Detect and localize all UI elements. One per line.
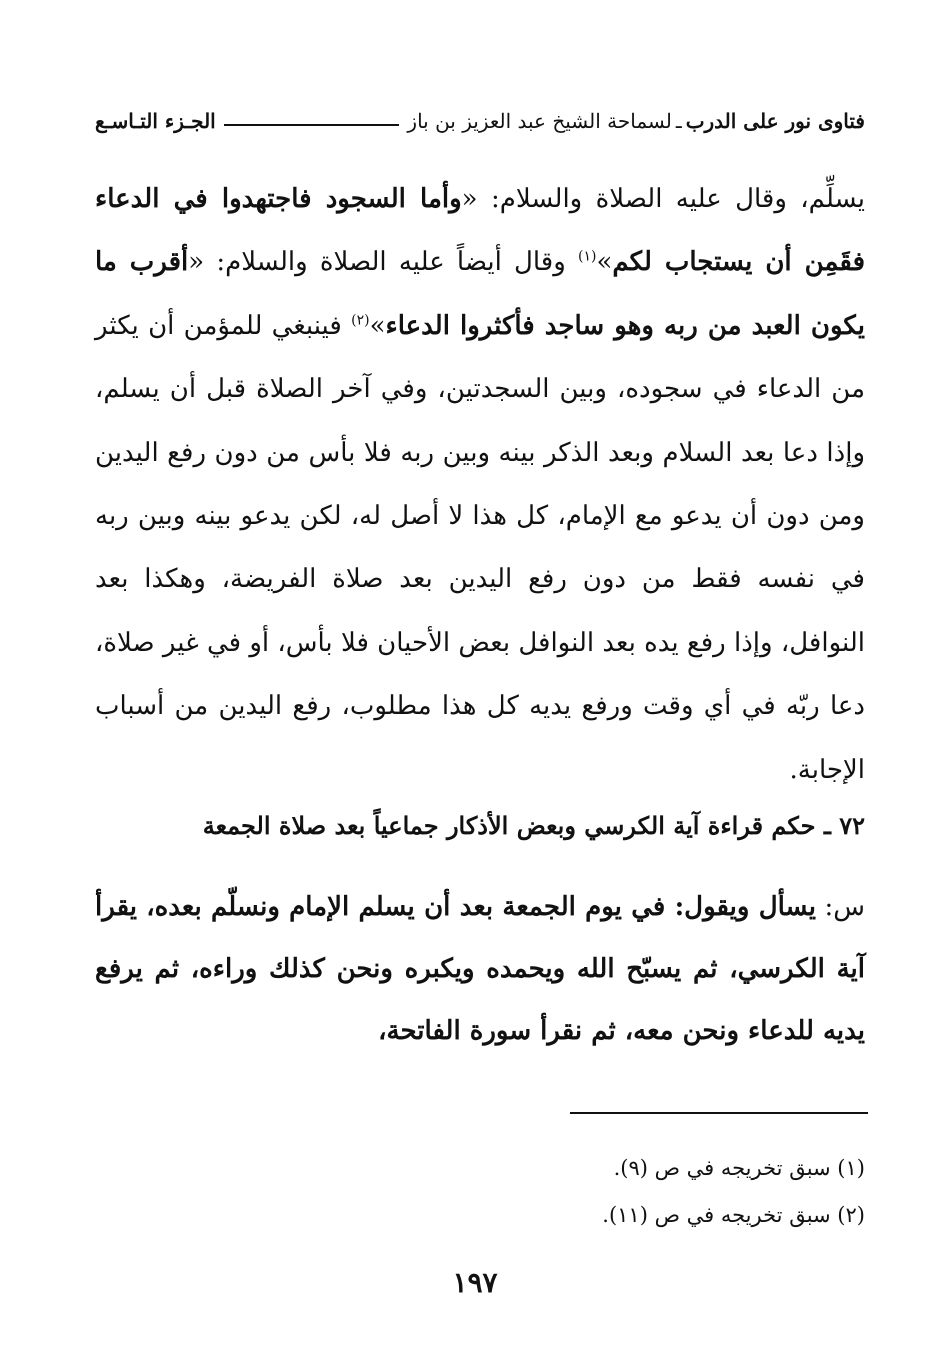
volume-label: الجـزء التـاسـع	[95, 109, 216, 133]
footnote-marker-2[interactable]: (٢)	[351, 312, 370, 329]
text-run: وقال أيضاً عليه الصلاة والسلام: «	[188, 247, 578, 278]
hadith-quote-2: أقرب ما يكون العبد من ربه وهو ساجد فأكثروا الدعاء	[95, 247, 865, 341]
question-text: يسأل ويقول: في يوم الجمعة بعد أن يسلم الإمام ونسلّم بعده، يقرأ آية الكرسي، ثم يسبّح الله ويحمده ويكبره ونحن كذلك وراءه، ثم يرفع يديه للدعاء ونحن معه، ثم نقرأ سورة الفاتحة،	[95, 892, 865, 1046]
footnote-2: (٢) سبق تخريجه في ص (١١).	[602, 1203, 865, 1227]
footnote-divider	[570, 1112, 868, 1114]
running-header	[95, 104, 865, 138]
header-rule	[224, 124, 400, 126]
text-run: يسلِّم، وقال عليه الصلاة والسلام: «	[461, 184, 866, 214]
header-dash: ـ	[675, 109, 682, 133]
hadith-quote-1: وأما السجود فاجتهدوا في الدعاء فقَمِن أن يستجاب لكم	[95, 184, 866, 278]
author-name: لسماحة الشيخ عبد العزيز بن باز	[407, 109, 672, 133]
footnote-1: (١) سبق تخريجه في ص (٩).	[613, 1156, 865, 1180]
footnote-marker-1[interactable]: (١)	[577, 248, 597, 265]
footnotes-list	[95, 1145, 865, 1239]
text-run: »	[596, 247, 613, 278]
text-run: »	[369, 310, 386, 341]
question-paragraph	[95, 876, 865, 1062]
question-prefix: س:	[816, 892, 866, 922]
main-paragraph	[95, 168, 865, 802]
book-title: فتاوى نور على الدرب	[685, 109, 865, 133]
page-number: ١٩٧	[452, 1266, 498, 1299]
text-run: فينبغي للمؤمن أن يكثر من الدعاء في سجوده، وبين السجدتين، وفي آخر الصلاة قبل أن يسلم، وإذا دعا بعد السلام وبعد الذكر بينه وبين ربه فلا بأس من دون رفع اليدين ومن دون أن يدعو مع الإمام، كل هذا لا أصل له، لكن يدعو بينه وبين ربه في نفسه فقط من دون رفع اليدين بعد صلاة الفريضة، وهكذا بعد النوافل، وإذا رفع يده بعد النوافل بعض الأحيان فلا بأس، أو في غير صلاة، دعا ربّه في أي وقت ورفع يديه كل هذا مطلوب، رفع اليدين من أسباب الإجابة.	[95, 310, 865, 785]
section-heading: ٧٢ ـ حكم قراءة آية الكرسي وبعض الأذكار جماعياً بعد صلاة الجمعة	[202, 811, 865, 840]
